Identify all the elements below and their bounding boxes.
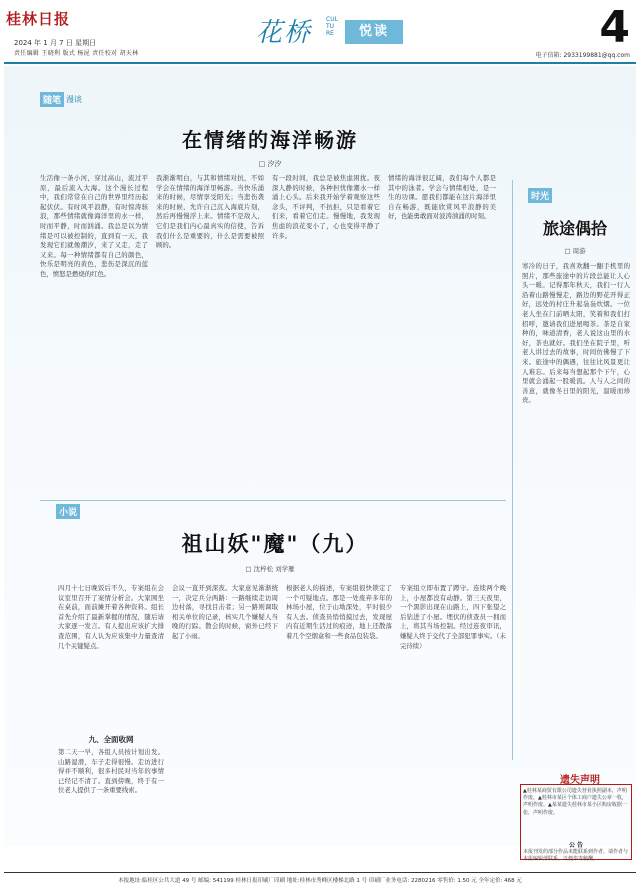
footer-rule [4, 872, 636, 873]
newspaper-logo: 桂林日报 [6, 10, 71, 28]
serial-column-3: 根据老人的描述，专案组很快锁定了一个可疑地点。那是一处废弃多年的林场小屋，位于山坳深处，平时很少有人去。侦查员悄悄摸过去，发现屋内有近期生活过的痕迹，地上还散落着几个空烟盒和一些食品包装袋。 [286, 584, 392, 640]
section-divider [40, 500, 506, 501]
contact-email: 电子信箱: 2933199881@qq.com [535, 52, 630, 59]
serial-title: 祖山妖"魔"（九） [181, 531, 369, 556]
section-english: CULTURE [326, 16, 338, 37]
serial-column-2: 会议一直开到深夜。大家意见渐渐统一，决定兵分两路：一路继续走访周边村落，寻找目击者；另一路则调取相关单位的记录，核实几个嫌疑人当晚的行踪。散会的时候，窗外已经下起了小雨。 [172, 584, 278, 640]
essay1-column-4: 情绪的海洋很辽阔，我们每个人都是其中的泳者。学会与情绪相处，是一生的功课。愿我们都能在这片海洋里自在畅游，既能欣赏风平浪静的美好，也能勇敢面对波涛汹涌的时刻。 [388, 174, 496, 221]
serial-column-1b: 第二天一早，各组人员按计划出发。山路湿滑，车子走得很慢。走访进行得并不顺利，很多村民对当年的事情已经记不清了。直到傍晚，终于有一位老人提供了一条重要线索。 [58, 748, 164, 795]
essay1-column-2: 我渐渐明白，与其和情绪对抗，不如学会在情绪的海洋里畅游。当快乐涌来的时候，尽情享受阳光；当悲伤袭来的时候，允许自己沉入海底片刻，然后再慢慢浮上来。情绪不是敌人，它们是我们内心最真实的信使，告诉我们什么是重要的，什么是需要被照顾的。 [156, 174, 264, 250]
column-divider [512, 180, 513, 760]
serial-column-label [56, 504, 80, 519]
header-rule [4, 62, 636, 64]
essay2-author: □ 周游 [564, 247, 586, 255]
issue-date: 2024 年 1 月 7 日 星期日 [14, 39, 97, 47]
serial-label-box: 小说 [56, 504, 80, 519]
footer-info: 本报地址:临桂区公共大道 49 号 邮编: 541199 桂林日报印刷厂印刷 地址:桂林市秀峰区楼梯北路 1 号 印刷厂业务电话: 2280216 零售价: 1.50 元 全年定价: 468 元 [118, 878, 522, 884]
page-number: 4 [599, 2, 630, 53]
serial-author: □ 沈梓松 刘学雁 [245, 565, 295, 573]
essay2-label-box: 时光 [528, 188, 552, 203]
essay1-column-label [40, 92, 82, 107]
essay1-column-1: 生活像一条小河，穿过高山，流过平原，最后流入大海。这个漫长过程中，我们常常在自己的世界里经历起起伏伏。有时风平浪静，有时惊涛骇浪，那些情绪就像海洋里的水一样，时而平静，时而汹涌。我总是以为情绪是可以被控制的，直到有一天，我发现它们就像潮汐，来了又走，走了又来。每一种情绪都有自己的颜色，快乐是明亮的黄色，悲伤是深沉的蓝色，愤怒是燃烧的红色。 [40, 174, 148, 278]
essay1-title: 在情绪的海洋畅游 [182, 128, 358, 152]
essay1-label-text: 漫谈 [66, 95, 83, 104]
notice-text: ▲桂林某商贸有限公司遗失营业执照副本，声明作废。▲桂林市某区个体工商户遗失公章一枚，声明作废。▲某某遗失桂林市某小区购房收据一张，声明作废。 [523, 788, 627, 816]
essay1-label-box: 随笔 [40, 92, 64, 107]
essay2-column-label [528, 188, 552, 203]
serial-subheading: 九、全面收网 [88, 735, 134, 744]
masthead [0, 0, 640, 62]
serial-column-1: 四月十七日晚饭后不久，专案组在会议室里召开了案情分析会。大家围坐在桌前，面前摊开着各种资料。组长首先介绍了最新掌握的情况，随后请大家逐一发言。有人提出应该扩大排查范围，有人认为应该集中力量查清几个关键疑点。 [58, 584, 164, 650]
section-tag: 悦读 [345, 20, 403, 44]
serial-column-4: 专案组立即布置了蹲守。连续两个晚上，小屋都没有动静。第三天夜里，一个黑影出现在山路上，四下张望之后钻进了小屋。埋伏的侦查员一拥而上，将其当场控制。经过连夜审讯，嫌疑人终于交代了全部犯罪事实。（未完待续） [400, 584, 506, 650]
announcement-title: 公 告 [568, 842, 584, 849]
section-brand: 花桥 [256, 18, 313, 48]
announcement-text: 本报刊发的部分作品未能联系到作者，请作者与本报编辑部联系，以便奉寄稿酬。 [523, 849, 629, 862]
editor-credits: 责任编辑 王晓利 版式 杨昆 责任校对 胡天林 [14, 50, 139, 57]
essay2-body: 寒冷的日子，我喜欢翻一翻手机里的照片，那些旅途中的片段总能让人心头一暖。记得那年秋天，我们一行人沿着山路慢慢走，路边的野花开得正好，远处的村庄升起袅袅炊烟。一位老人坐在门前晒太阳，笑着和我们打招呼，邀请我们进屋喝茶。茶是自家种的，味道清香，老人说这山里的水好，茶也就好。我们坐在院子里，听老人讲过去的故事，时间仿佛慢了下来。旅途中的偶遇，往往比风景更让人难忘。后来每当想起那个下午，心里就会涌起一股暖流。人与人之间的善意，就像冬日里的阳光，温暖而珍贵。 [522, 262, 630, 405]
essay2-title: 旅途偶拾 [542, 219, 607, 238]
essay1-column-3: 有一段时间，我总是被焦虑困扰。夜深人静的时候，各种担忧像潮水一样涌上心头。后来我开始学着观察这些念头，不评判，不抗拒，只是看着它们来，看着它们走。慢慢地，我发现焦虑的浪花变小了，心也变得平静了许多。 [272, 174, 380, 240]
essay1-author: □ 汐汐 [258, 160, 282, 168]
notice-title: 遗失声明 [560, 775, 600, 786]
